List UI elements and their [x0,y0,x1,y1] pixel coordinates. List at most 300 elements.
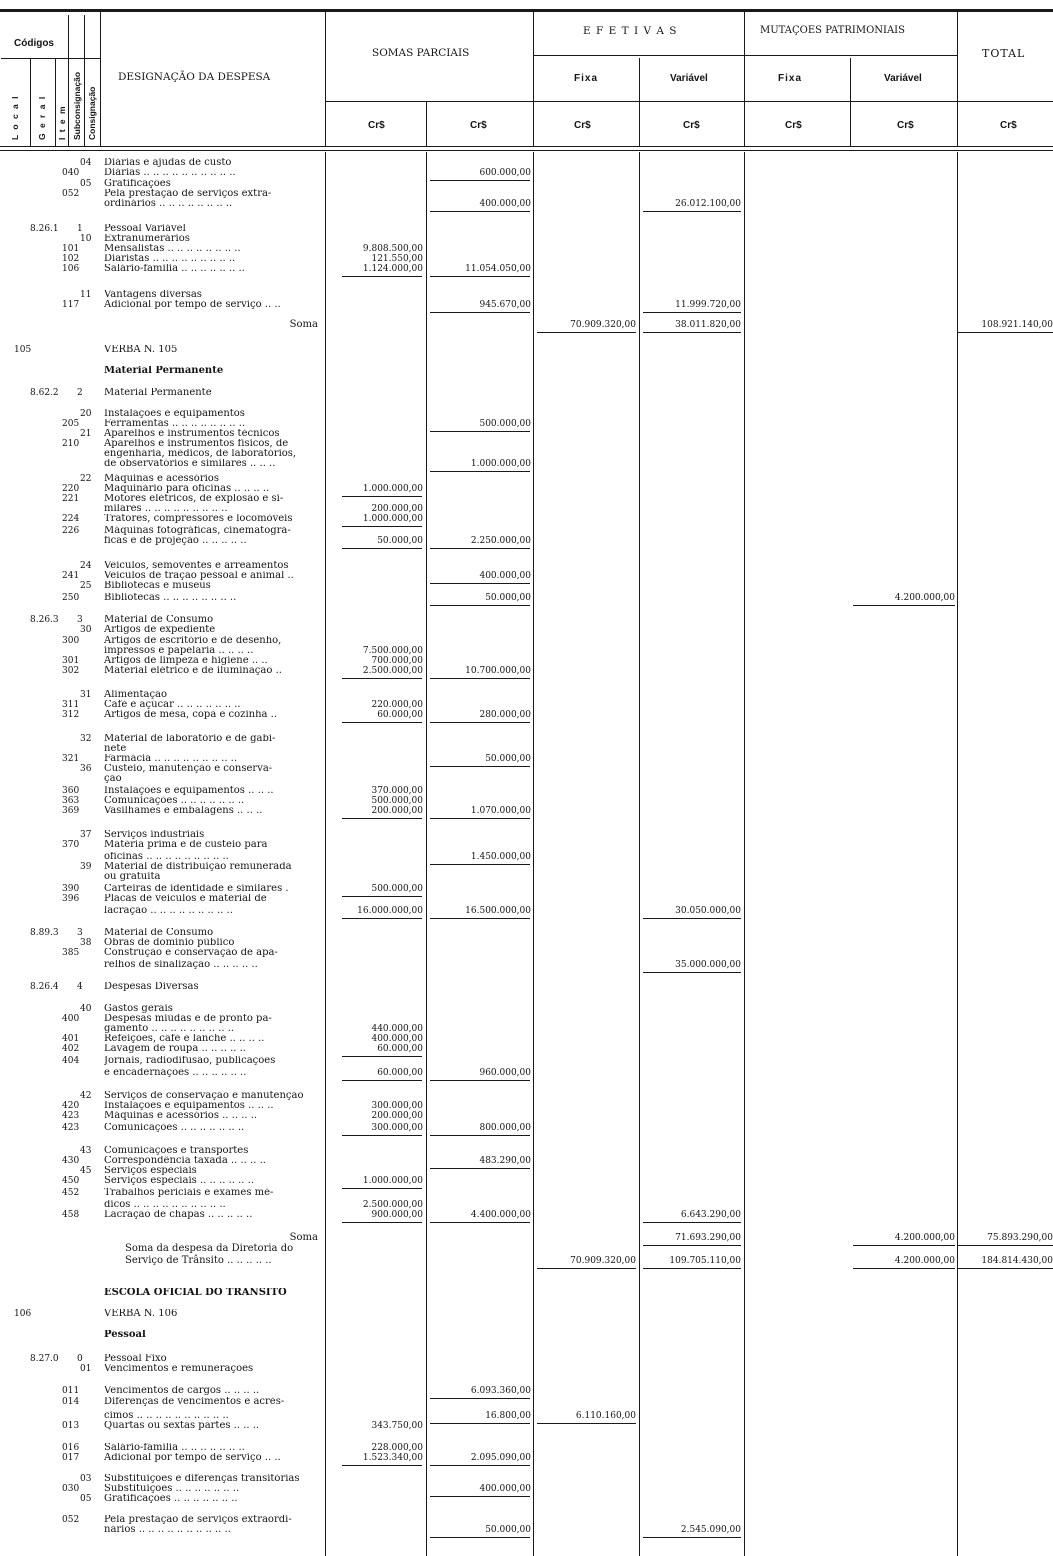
expense-description: Refeições, café e lanche .. .. .. .. [104,1034,265,1044]
expense-description: Artigos de limpeza e higiene .. .. [104,656,268,666]
expense-description: Alimentação [104,690,168,700]
total: 184.814.430,00 [981,1256,1053,1266]
expense-description: Substituições .. .. .. .. .. .. .. [104,1484,240,1494]
consignacao-code: 360 [62,786,80,796]
subconsignacao-code: 10 [80,234,92,244]
local-code: 8.62.2 [30,388,59,398]
efetivas-subrule [533,55,957,56]
expense-description: Lavagem de roupa .. .. .. .. .. [104,1044,246,1054]
subtotal-underline [430,818,530,819]
consignacao-code: 400 [62,1014,80,1024]
soma-parcial-a: 1.124.000,00 [362,264,423,274]
expense-description: Serviços de conservação e manutenção [104,1091,304,1101]
codigos-rule [1,58,100,59]
expense-description: Comunicações .. .. .. .. .. .. .. [104,796,245,806]
soma-parcial-b: 16.800,00 [485,1411,531,1421]
soma-parcial-a: 121.550,00 [371,254,423,264]
consignacao-code: 226 [62,526,80,536]
codes-sub-2 [55,58,56,146]
body-col-line-1 [325,152,326,1556]
expense-description: de observatórios e similares .. .. .. [104,459,276,469]
local-label: L o c a l [10,95,20,140]
expense-description: gamento .. .. .. .. .. .. .. .. .. [104,1024,235,1034]
soma-parcial-a: 16.000.000,00 [357,906,423,916]
expense-description: Aparelhos e instrumentos técnicos [104,429,280,439]
expense-description: VERBA N. 106 [104,1309,178,1319]
soma-parcial-b: 6.093.360,00 [470,1386,531,1396]
subconsignacao-code: 32 [80,734,92,744]
subconsignacao-code: 43 [80,1146,92,1156]
efetiva-variavel: 109.705.110,00 [669,1256,741,1266]
subtotal-underline [643,211,741,212]
summary-description: Serviço de Trânsito .. .. .. .. .. [125,1255,272,1266]
col-divider-mutacoes [744,12,745,146]
soma-parcial-b: 50.000,00 [485,754,531,764]
soma-parcial-a: 500.000,00 [371,796,423,806]
consignacao-code: 450 [62,1176,80,1186]
codes-sub-3 [68,15,69,146]
expense-description: VERBA N. 105 [104,345,178,355]
soma-parcial-a: 370.000,00 [371,786,423,796]
expense-description: Lacração de chapas .. .. .. .. .. [104,1210,253,1220]
consignacao-code: 011 [62,1386,80,1396]
subtotal-underline [430,211,530,212]
subtotal-underline [430,312,530,313]
col-divider-fixa2 [850,58,851,146]
soma-parcial-a: 228.000,00 [371,1443,423,1453]
subtotal-underline [643,1268,741,1269]
soma-parcial-b: 500.000,00 [479,419,531,429]
expense-description: Máquinas fotográficas, cinematográ- [104,526,291,536]
subtotal-underline [430,1135,530,1136]
expense-description: Aparelhos e instrumentos físicos, de [104,439,289,449]
item-code: 1 [77,224,83,234]
expense-description: Máquinas e acessórios [104,474,219,484]
soma-parcial-b: 11.054.050,00 [465,264,531,274]
consignacao-code: 101 [62,244,80,254]
mutacao-variavel: 4.200.000,00 [894,1233,955,1243]
expense-description: Adicional por tempo de serviço .. .. [104,1453,281,1463]
soma-parcial-a: 440.000,00 [371,1024,423,1034]
subtotal-underline [342,1135,422,1136]
subtotal-underline [342,918,422,919]
local-code: 8.89.3 [30,928,59,938]
subconsignacao-code: 25 [80,581,92,591]
expense-description: engenharia, médicos, de laboratórios, [104,449,297,459]
expense-description: Material de Consumo [104,615,214,625]
soma-parcial-a: 2.500.000,00 [362,666,423,676]
expense-description: ção [104,774,122,784]
subtotal-underline [430,1080,530,1081]
expense-description: relhos de sinalização .. .. .. .. .. [104,960,258,970]
subtotal-underline [430,276,530,277]
subtotal-underline [430,180,530,181]
consignacao-code: 423 [62,1111,80,1121]
body-col-line-3 [533,152,534,1556]
expense-description: Veículos, semoventes e arreamentos [104,561,289,571]
mutacoes-label: MUTAÇOES PATRIMONIAIS [760,25,905,36]
expense-description: Farmácia .. .. .. .. .. .. .. .. .. [104,754,238,764]
consignacao-code: 312 [62,710,80,720]
expense-description: Pessoal [104,1330,146,1340]
subconsignacao-code: 21 [80,429,92,439]
soma-parcial-b: 400.000,00 [479,199,531,209]
subtotal-underline [430,548,530,549]
local-code: 106 [14,1309,32,1319]
soma-parcial-a: 200.000,00 [371,1111,423,1121]
summary-description: Soma da despesa da Diretoria do [125,1243,294,1254]
subconsignacao-code: 42 [80,1091,92,1101]
expense-description: Material de distribuição remunerada [104,862,292,872]
consignacao-code: 117 [62,300,80,310]
subconsignacao-code: 45 [80,1166,92,1176]
soma-parcial-a: 2.500.000,00 [362,1200,423,1210]
consignacao-code: 224 [62,514,80,524]
expense-description: Café e açúcar .. .. .. .. .. .. .. [104,700,241,710]
efetivas-label: E F E T I V A S [583,25,678,37]
col-divider-efetivas [533,12,534,146]
soma-parcial-a: 300.000,00 [371,1101,423,1111]
soma-parcial-a: 1.000.000,00 [362,514,423,524]
subtotal-underline [958,1245,1053,1246]
local-code: 8.26.1 [30,224,59,234]
expense-description: lacração .. .. .. .. .. .. .. .. .. [104,906,233,916]
expense-description: Diárias .. .. .. .. .. .. .. .. .. .. [104,168,236,178]
soma-parcial-a: 200.000,00 [371,504,423,514]
soma-parcial-b: 1.070.000,00 [470,806,531,816]
subtotal-underline [643,312,741,313]
consignacao-code: 301 [62,656,80,666]
subtotal-underline [643,1537,741,1538]
sum-label: Soma [289,1232,318,1243]
currency-b: Cr$ [470,120,487,131]
subtotal-underline [643,972,741,973]
soma-parcial-b: 280.000,00 [479,710,531,720]
subtotal-underline [342,1465,422,1466]
consignacao-code: 385 [62,948,80,958]
expense-description: Máquinas e acessórios .. .. .. .. [104,1111,258,1121]
expense-description: Trabalhos periciais e exames mé- [104,1188,274,1198]
variavel-label: Variável [670,73,708,84]
subtotal-underline [643,1245,741,1246]
subconsignacao-code: 11 [80,290,92,300]
subtotal-underline [430,1398,530,1399]
subtotal-underline [853,1245,955,1246]
subconsignacao-code: 37 [80,830,92,840]
expense-description: Material elétrico e de iluminação .. [104,666,282,676]
expense-description: Serviços especiais .. .. .. .. .. .. [104,1176,255,1186]
expense-description: Adicional por tempo de serviço .. .. [104,300,281,310]
soma-parcial-a: 700.000,00 [371,656,423,666]
local-code: 8.27.0 [30,1354,59,1364]
body-col-line-5 [744,152,745,1556]
variavel2-label: Variável [884,73,922,84]
expense-description: dicos .. .. .. .. .. .. .. .. .. .. [104,1200,226,1210]
expense-description: Construção e conservação de apa- [104,948,278,958]
total: 108.921.140,00 [981,320,1053,330]
expense-description: Vencimentos e remunerações [104,1364,254,1374]
expense-description: impressos e papelaria .. .. .. .. [104,646,254,656]
efetiva-variavel: 11.999.720,00 [675,300,741,310]
efetiva-variavel: 26.012.100,00 [675,199,741,209]
expense-description: Instalações e equipamentos .. .. .. [104,1101,274,1111]
subtotal-underline [643,332,741,333]
soma-parcial-a: 60.000,00 [377,1068,423,1078]
soma-parcial-a: 9.808.500,00 [362,244,423,254]
consignacao-code: 030 [62,1484,80,1494]
expense-description: Despesas Diversas [104,982,199,992]
soma-parcial-a: 900.000,00 [371,1210,423,1220]
soma-parcial-b: 945.670,00 [479,300,531,310]
soma-parcial-b: 960.000,00 [479,1068,531,1078]
item-code: 3 [77,615,83,625]
subtotal-underline [430,1537,530,1538]
item-code: 0 [77,1354,83,1364]
efetiva-variavel: 2.545.090,00 [680,1525,741,1535]
col-divider-desc [325,12,326,146]
expense-description: Pessoal Variável [104,224,186,234]
codes-sub-4 [84,15,85,146]
subconsignacao-code: 31 [80,690,92,700]
consignacao-code: 404 [62,1056,80,1066]
subtotal-underline [342,548,422,549]
expense-description: Artigos de expediente [104,625,216,635]
consignacao-code: 040 [62,168,80,178]
expense-description: Instalações e equipamentos .. .. .. [104,786,274,796]
expense-description: milares .. .. .. .. .. .. .. .. .. [104,504,228,514]
expense-description: Vencimentos de cargos .. .. .. .. [104,1386,260,1396]
soma-parcial-a: 220.000,00 [371,700,423,710]
soma-parcial-a: 343.750,00 [371,1421,423,1431]
expense-description: Serviços especiais [104,1166,197,1176]
subtotal-underline [430,1496,530,1497]
expense-description: Vantagens diversas [104,290,202,300]
consignacao-code: 396 [62,894,80,904]
consignacao-code: 016 [62,1443,80,1453]
subtotal-underline [430,605,530,606]
subconsignacao-code: 05 [80,179,92,189]
consignacao-code: 452 [62,1188,80,1198]
efetiva-variavel: 71.693.290,00 [675,1233,741,1243]
currency-g: Cr$ [1000,120,1017,131]
subconsignacao-code: 40 [80,1004,92,1014]
item-code: 3 [77,928,83,938]
expense-description: oficinas .. .. .. .. .. .. .. .. .. [104,852,229,862]
consignacao-code: 458 [62,1210,80,1220]
expense-description: Gratificações [104,179,171,189]
subtotal-underline [430,918,530,919]
expense-description: Artigos de escritório e de desenho, [104,636,282,646]
soma-parcial-b: 1.450.000,00 [470,852,531,862]
expense-description: ordinários .. .. .. .. .. .. .. .. [104,199,233,209]
soma-parcial-a: 60.000,00 [377,710,423,720]
expense-description: Carteiras de identidade e similares . [104,884,289,894]
header-bottom-rule [0,146,1053,147]
consignacao-code: 402 [62,1044,80,1054]
col-divider-total [957,12,958,146]
subtotal-underline [430,1168,530,1169]
efetiva-fixa: 70.909.320,00 [570,320,636,330]
soma-parcial-a: 400.000,00 [371,1034,423,1044]
subtotal-underline [342,1080,422,1081]
mutacao-variavel: 4.200.000,00 [894,1256,955,1266]
consignacao-code: 241 [62,571,80,581]
expense-description: Obras de domínio público [104,938,235,948]
expense-description: Despesas miúdas e de pronto pa- [104,1014,272,1024]
body-col-line-2 [426,152,427,1556]
consignacao-code: 300 [62,636,80,646]
expense-description: Veículos de tração pessoal e animal .. [104,571,294,581]
col-divider-somas [426,102,427,146]
subtotal-underline [430,583,530,584]
consignacao-code: 311 [62,700,80,710]
subtotal-underline [958,332,1053,333]
subtotal-underline [537,1423,636,1424]
currency-f: Cr$ [897,120,914,131]
expense-description: Maquinário para oficinas .. .. .. .. [104,484,270,494]
local-code: 8.26.3 [30,615,59,625]
body-col-line-4 [639,152,640,1556]
soma-parcial-a: 1.523.340,00 [362,1453,423,1463]
expense-description: Matéria prima e de custeio para [104,840,268,850]
expense-description: ou gratuita [104,872,161,882]
soma-parcial-b: 16.500.000,00 [465,906,531,916]
geral-label: G e r a l [37,95,47,140]
subtotal-underline [430,1222,530,1223]
item-code: 4 [77,982,83,992]
subtotal-underline [853,1268,955,1269]
soma-parcial-a: 1.000.000,00 [362,1176,423,1186]
subconsignacao-code: 20 [80,409,92,419]
consignacao-code: 013 [62,1421,80,1431]
expense-description: Substituições e diferenças transitórias [104,1474,300,1484]
subtotal-underline [342,722,422,723]
subtotal-underline [537,1268,636,1269]
subtotal-underline [342,496,422,497]
subconsignacao-code: 38 [80,938,92,948]
expense-description: Jornais, radiodifusão, publicações [104,1056,276,1066]
expense-description: Material de Consumo [104,928,214,938]
expense-description: Gratificações .. .. .. .. .. .. .. [104,1494,238,1504]
expense-description: e encadernações .. .. .. .. .. .. [104,1068,247,1078]
subconsignacao-code: 39 [80,862,92,872]
subconsignacao-code: 03 [80,1474,92,1484]
consignacao-code: 370 [62,840,80,850]
expense-description: Motores elétricos, de explosão e si- [104,494,284,504]
subtotal-underline [342,526,422,527]
expense-description: Mensalistas .. .. .. .. .. .. .. .. [104,244,241,254]
soma-parcial-a: 60.000,00 [377,1044,423,1054]
soma-parcial-b: 800.000,00 [479,1123,531,1133]
currency-a: Cr$ [368,120,385,131]
soma-parcial-a: 200.000,00 [371,806,423,816]
subtotal-underline [342,1222,422,1223]
soma-parcial-b: 2.250.000,00 [470,536,531,546]
subtotal-underline [430,431,530,432]
consignacao-code: 106 [62,264,80,274]
consignacao-code: 430 [62,1156,80,1166]
expense-description: Diferenças de vencimentos e acrés- [104,1397,285,1407]
top-rule [0,9,1053,12]
subconsignacao-code: 05 [80,1494,92,1504]
soma-parcial-b: 50.000,00 [485,593,531,603]
item-code: 2 [77,388,83,398]
expense-description: Material Permanente [104,366,224,376]
expense-description: Quartas ou sextas partes .. .. .. [104,1421,260,1431]
subtotal-underline [342,896,422,897]
consignacao-code: 363 [62,796,80,806]
expense-description: Instalações e equipamentos [104,409,245,419]
subtotal-underline [430,471,530,472]
expense-description: Bibliotecas .. .. .. .. .. .. .. .. [104,593,237,603]
subtotal-underline [430,1423,530,1424]
expense-description: Material de laboratório e de gabi- [104,734,276,744]
efetiva-fixa: 6.110.160,00 [575,1411,636,1421]
consignacao-code: 302 [62,666,80,676]
consignacao-code: 052 [62,1515,80,1525]
expense-description: Serviços industriais [104,830,205,840]
subconsignacao-label: Subconsignação [72,71,82,140]
somas-parciais-label: SOMAS PARCIAIS [372,47,470,59]
expense-description: Gastos gerais [104,1004,173,1014]
expense-description: Comunicações e transportes [104,1146,249,1156]
expense-description: Comunicações .. .. .. .. .. .. .. [104,1123,245,1133]
expense-description: Placas de veículos e material de [104,894,267,904]
expense-description: Pela prestação de serviços extra- [104,189,272,199]
consignacao-code: 017 [62,1453,80,1463]
col-divider-codes [100,12,101,146]
subtotal-underline [643,918,741,919]
consignacao-code: 205 [62,419,80,429]
expense-description: Pela prestação de serviços extraordi- [104,1515,292,1525]
efetiva-variavel: 38.011.820,00 [675,320,741,330]
consignacao-code: 401 [62,1034,80,1044]
expense-description: Extranumerários [104,234,190,244]
subtotal-underline [342,678,422,679]
efetiva-fixa: 70.909.320,00 [570,1256,636,1266]
expense-description: Salário-família .. .. .. .. .. .. .. [104,264,245,274]
item-label: I t e m [57,104,67,140]
soma-parcial-b: 10.700.000,00 [465,666,531,676]
expense-description: ESCOLA OFICIAL DO TRÂNSITO [104,1288,287,1298]
currency-e: Cr$ [785,120,802,131]
soma-parcial-b: 2.095.090,00 [470,1453,531,1463]
subtotal-underline [342,1056,422,1057]
soma-parcial-b: 400.000,00 [479,571,531,581]
subtotal-underline [430,864,530,865]
soma-parcial-b: 483.290,00 [479,1156,531,1166]
subconsignacao-code: 01 [80,1364,92,1374]
efetiva-variavel: 35.000.000,00 [675,960,741,970]
soma-parcial-b: 50.000,00 [485,1525,531,1535]
subconsignacao-code: 04 [80,158,92,168]
consignacao-code: 221 [62,494,80,504]
expense-description: Ferramentas .. .. .. .. .. .. .. .. [104,419,246,429]
fixa2-label: Fixa [778,73,803,84]
expense-description: Diaristas .. .. .. .. .. .. .. .. .. [104,254,236,264]
subtotal-underline [342,1188,422,1189]
expense-description: Material Permanente [104,388,212,398]
expense-description: Bibliotecas e museus [104,581,211,591]
subtotal-underline [430,678,530,679]
fixa-label: Fixa [574,73,599,84]
consignacao-code: 390 [62,884,80,894]
subconsignacao-code: 24 [80,561,92,571]
codes-sub-1 [30,58,31,146]
soma-parcial-a: 300.000,00 [371,1123,423,1133]
expense-description: Custeio, manutenção e conserva- [104,764,273,774]
expense-description: Tratores, compressores e locomóveis [104,514,293,524]
